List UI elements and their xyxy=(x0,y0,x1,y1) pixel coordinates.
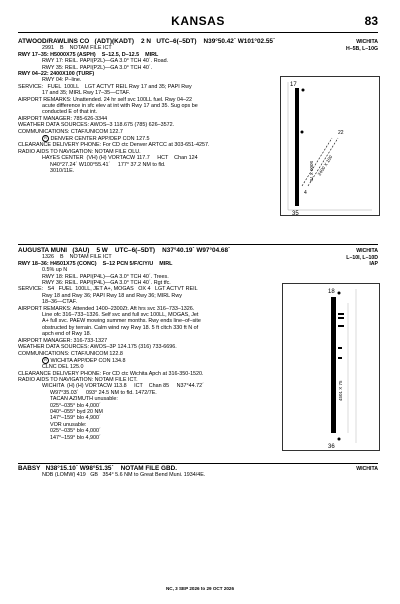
weather-line: WEATHER DATA SOURCES: AWOS–3 118.675 (785) 626–3572. xyxy=(18,122,175,129)
runway-detail: RWY 17: REIL. PAPI(P2L)—GA 3.0° TCH 40´. Road. xyxy=(42,58,169,65)
page-number: 83 xyxy=(364,14,378,28)
remarks-line: apch end of Rwy 18. xyxy=(42,331,92,338)
navaid-line: W97°35.03´ 093° 24.5 NM to fld. 1472/7E. xyxy=(50,389,157,396)
chart-label: H–5B, L–10G xyxy=(345,45,378,52)
runway-dimension-label: 2400 X 100 xyxy=(316,154,334,177)
navaid-line: 147°–159° blo 4,900´ xyxy=(50,434,101,441)
service-line: Rwy 18 and Rwy 36; PAPI Rwy 18 and Rwy 36; MIRL Rwy xyxy=(42,292,182,299)
navaid-line: N40°27.24´ W100°55.41´ 177° 37.2 NM to fld. xyxy=(50,161,166,168)
chart-refs xyxy=(356,466,378,473)
remarks-line: AIRPORT REMARKS: Unattended. 24 hr self svc 100LL fuel. Rwy 04–22 xyxy=(18,96,192,103)
radar-symbol-icon: R xyxy=(42,135,49,142)
navaid-line: RADIO AIDS TO NAVIGATION: NOTAM FILE ICT. xyxy=(18,377,138,384)
service-line: SERVICE: S4 FUEL 100LL, JET A+, MOGAS OX 4 LGT ACTVT REIL xyxy=(18,286,198,293)
chart-label: L–10I, L–10D xyxy=(346,254,378,261)
runway-line: RWY 17–35: H5000X75 (ASPH) S–12.5, D–12.5 MIRL xyxy=(18,51,159,58)
elev-line: 2991 B NOTAM FILE ICT xyxy=(42,45,112,52)
rwy-end-35: 35 xyxy=(292,211,299,216)
navaid-line: 025°–035° blo 4,000´ xyxy=(50,402,101,409)
runway-detail: RWY 18: REIL. PAPI(P4L)—GA 3.0° TCH 40´. Trees. xyxy=(42,273,169,280)
app-con: WICHITA APP/DEP CON 134.8 xyxy=(50,357,126,364)
center-label: WICHITA xyxy=(356,466,378,472)
runway-detail: RWY 04: P–line. xyxy=(42,77,82,84)
manager-line: AIRPORT MANAGER: 785-626-3344 xyxy=(18,115,108,122)
effective-dates-footer: NC, 3 SEP 2026 to 29 OCT 2026 xyxy=(165,586,235,591)
entry-separator xyxy=(18,244,378,245)
clearance-line: CLEARANCE DELIVERY PHONE: For CD ctc Wichita Apch at 316-350-1520. xyxy=(18,370,204,377)
runway-detail: RWY 36: REIL. PAPI(P4L)—GA 3.0° TCH 40´. Rgt tfc. xyxy=(42,280,171,287)
navaid-line: 025°–035° blo 4,000´ xyxy=(50,428,101,435)
remarks-line: conducted E of that int. xyxy=(42,109,98,116)
runway-line: RWY 18–36: H4501X75 (CONC) S–12 PCN 5/F/C/Y/U MIRL xyxy=(18,260,173,267)
rwy-end-36: 36 xyxy=(328,444,335,450)
elev-line: 1326 B NOTAM FILE ICT xyxy=(42,254,112,261)
navaid-line: 040°–055° byd 20 NM xyxy=(50,409,103,416)
rwy-end-04: 4 xyxy=(304,190,307,196)
center-label: WICHITA xyxy=(356,248,378,254)
remarks-line: AIRPORT REMARKS: Attended 1400–2300Zt. Aft hrs svc 316–733–1326. xyxy=(18,305,195,312)
center-label: WICHITA xyxy=(356,39,378,45)
rwy-end-17: 17 xyxy=(290,82,297,88)
navaid-line: HAYES CENTER (VH) (H) VORTACW 117.7 HCT Chan 124 xyxy=(42,155,198,162)
navaid-line: RADIO AIDS TO NAVIGATION: NOTAM FILE OLU. xyxy=(18,148,141,155)
navaid-line: VOR unusable: xyxy=(50,421,87,428)
remarks-line: A+ full svc. PAEW mowing summer months. Rwy ends line–of–site xyxy=(42,318,201,325)
remarks-line: Line ofc 316–733–1326. Self svc and full svc 100LL, MOGAS, Jet xyxy=(42,312,199,319)
remarks-line: acute difference in sfc elev at int with Rwy 17 and 35. Sug ops be xyxy=(42,103,198,110)
navaid-line: 3010/11E. xyxy=(50,168,75,175)
service-line: 18–36—CTAF. xyxy=(42,299,77,306)
runway-detail: 0.5% up N xyxy=(42,267,68,274)
weather-line: WEATHER DATA SOURCES: AWOS–3P 124.175 (316) 733-6696. xyxy=(18,344,177,351)
comms-line: CLNC DEL 125.0 xyxy=(42,364,84,371)
service-line: SERVICE: FUEL 100LL LGT ACTVT REIL Rwy 17 and 35; PAPI Rwy xyxy=(18,83,192,90)
runway-18-36 xyxy=(331,297,336,433)
navaid-line: 147°–159° blo 4,900´ xyxy=(50,415,101,422)
fix-name-line: BABSY N38°15.10´ W98°51.35´ NOTAM FILE GBD. xyxy=(18,465,178,472)
runway-detail: RWY 35: REIL. PAPI(P2L)—GA 3.0° TCH 40´. xyxy=(42,64,153,71)
navaid-line: WICHITA (H) (H) VORTACW 113.8 ICT Chan 85 N37°44.72´ xyxy=(42,383,204,390)
state-title: KANSAS xyxy=(171,14,225,28)
ndb-line: NDB (LOMW) 419 GB 354° 5.6 NM to Great Bend Muni. 1934/4E. xyxy=(42,472,206,479)
runway-17-35 xyxy=(295,88,299,206)
remarks-line: obstructed by terrain. Calm wind rwy Rwy 18. 5 ft cltch 330 ft N of xyxy=(42,324,199,331)
clearance-line: CLEARANCE DELIVERY PHONE: For CD ctc Denver ARTCC at 303-651-4257. xyxy=(18,142,210,149)
comms-line: COMMUNICATIONS: CTAF/UNICOM 122.7 xyxy=(18,128,123,135)
iap-label: IAP xyxy=(369,261,378,268)
rwy-end-22: 22 xyxy=(338,130,344,136)
page-header xyxy=(18,14,378,33)
comms-line: COMMUNICATIONS: CTAF/UNICOM 122.8 xyxy=(18,350,123,357)
runway-dimension-label: 4501 X 75 xyxy=(338,380,343,401)
airport-diagram-atwood xyxy=(280,76,380,216)
airport-name-line: AUGUSTA MUNI (3AU) 5 W UTC–6(–5DT) N37°40.19´ W97°04.68´ xyxy=(18,247,231,254)
app-con: DENVER CENTER APP/DEP CON 127.5 xyxy=(50,136,150,143)
runway-line: RWY 04–22: 2400X100 (TURF) xyxy=(18,71,95,78)
entry-separator xyxy=(18,463,378,464)
airport-diagram-augusta xyxy=(282,283,380,451)
rwy-end-18: 18 xyxy=(328,289,335,295)
service-line: 17 and 35; MIRL Rwy 17–35—CTAF. xyxy=(42,90,131,97)
chart-refs xyxy=(346,39,378,52)
airport-name-line: ATWOOD/RAWLINS CO (ADT)(KADT) 2 N UTC–6(–5DT) N39°50.42´ W101°02.55´ xyxy=(18,38,276,45)
manager-line: AIRPORT MANAGER: 316-733-1327 xyxy=(18,337,108,344)
runway-dimension-label: 5000 X 75 xyxy=(309,161,314,182)
radar-symbol-icon: R xyxy=(42,357,49,364)
fix-entry-babsy xyxy=(18,466,378,479)
chart-refs xyxy=(346,248,378,268)
navaid-line: TACAN AZIMUTH unusable: xyxy=(50,396,118,403)
